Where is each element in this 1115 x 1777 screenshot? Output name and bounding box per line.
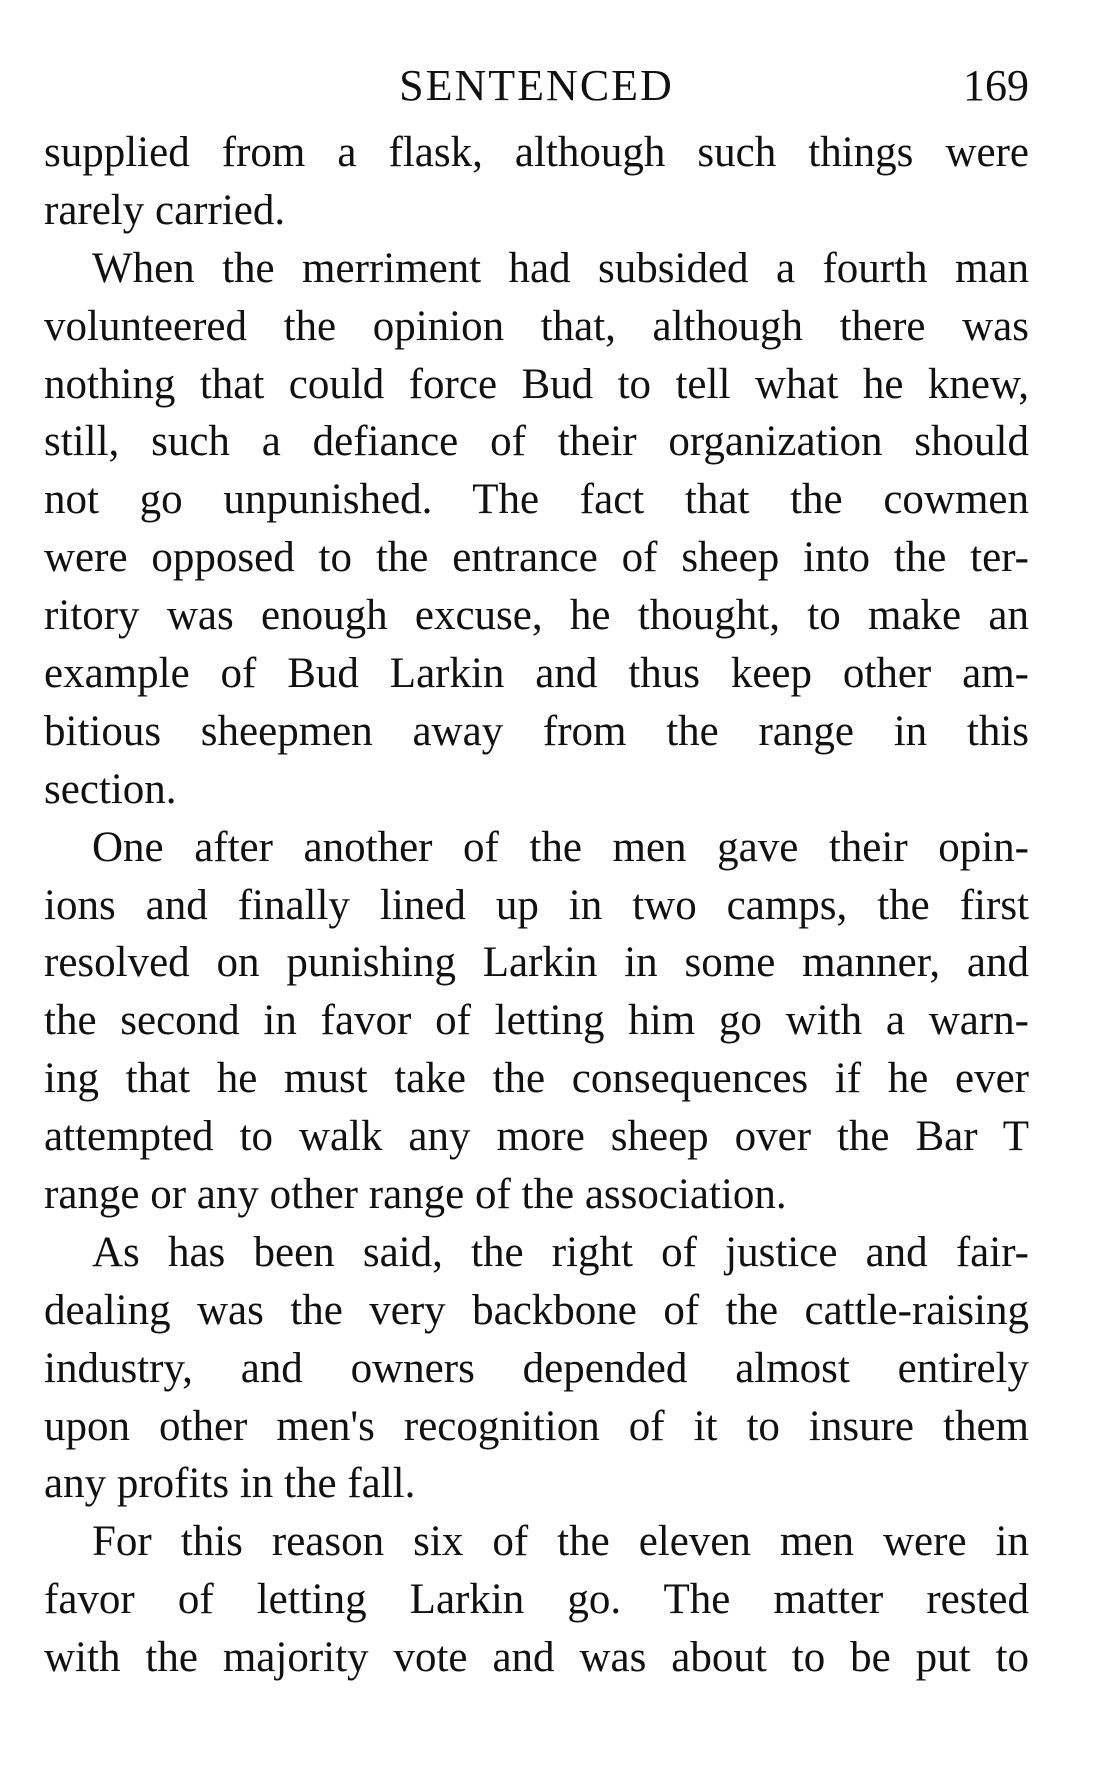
text-line: volunteered the opinion that, although there was	[44, 302, 1029, 350]
text-line: As has been said, the right of justice and fair-	[92, 1228, 1029, 1276]
text-line: any profits in the fall.	[44, 1460, 416, 1508]
text-line: still, such a defiance of their organization should	[44, 418, 1029, 466]
text-line: attempted to walk any more sheep over the Bar T	[44, 1113, 1029, 1161]
chapter-title: SENTENCED	[399, 61, 674, 110]
text-line: nothing that could force Bud to tell what he knew,	[44, 360, 1029, 408]
running-head	[44, 56, 1029, 116]
page-number: 169	[963, 61, 1029, 110]
text-line: the second in favor of letting him go with a warn-	[44, 997, 1029, 1045]
text-line: resolved on punishing Larkin in some manner, and	[44, 939, 1029, 987]
text-line: One after another of the men gave their opin-	[92, 823, 1029, 871]
text-line: For this reason six of the eleven men were in	[92, 1518, 1029, 1566]
text-line: supplied from a flask, although such things were	[44, 129, 1029, 176]
body-text	[44, 124, 1029, 1687]
text-line: ing that he must take the consequences if he ever	[44, 1055, 1029, 1103]
text-line: bitious sheepmen away from the range in this	[44, 707, 1029, 755]
text-line: favor of letting Larkin go. The matter rested	[44, 1576, 1029, 1624]
text-line: example of Bud Larkin and thus keep other am-	[44, 650, 1029, 698]
text-line: ritory was enough excuse, he thought, to make an	[44, 592, 1029, 640]
text-line: range or any other range of the association.	[44, 1171, 787, 1219]
text-line: dealing was the very backbone of the cattle-raising	[44, 1286, 1029, 1334]
text-line: section.	[44, 765, 177, 813]
text-line: rarely carried.	[44, 186, 286, 234]
text-line: not go unpunished. The fact that the cowmen	[44, 476, 1029, 524]
text-line: industry, and owners depended almost entirely	[44, 1344, 1029, 1392]
text-line: ions and finally lined up in two camps, the first	[44, 881, 1029, 929]
text-line: When the merriment had subsided a fourth man	[92, 244, 1029, 292]
text-line: were opposed to the entrance of sheep into the ter-	[44, 534, 1029, 582]
text-line: upon other men's recognition of it to insure them	[44, 1402, 1029, 1450]
text-line: with the majority vote and was about to be put to	[44, 1634, 1029, 1682]
book-page	[44, 56, 1029, 1687]
